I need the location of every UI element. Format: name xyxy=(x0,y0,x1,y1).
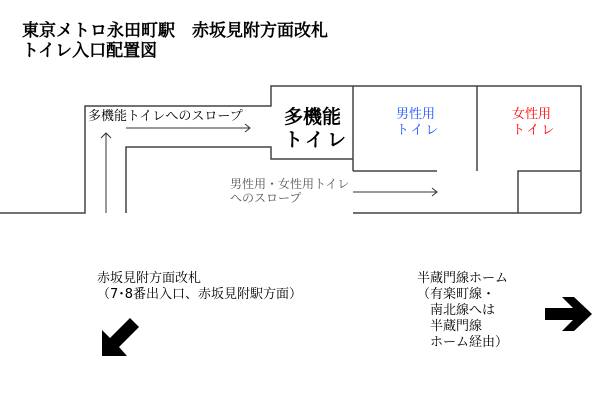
title-line1: 東京メトロ永田町駅 赤坂見附方面改札 xyxy=(22,21,328,41)
womens-label-1: 女性用 xyxy=(512,107,552,122)
akasaka-gate-sub: （7･8番出入口、赤坂見附駅方面） xyxy=(97,287,303,302)
hanzomon-label-2: （有楽町線・ xyxy=(417,287,496,302)
mens-label-1: 男性用 xyxy=(396,107,436,122)
mens-label-2: トイレ xyxy=(396,123,441,138)
hanzomon-label-1: 半蔵門線ホーム xyxy=(417,271,509,286)
mw-slope-label-2: へのスロープ xyxy=(230,191,302,205)
akasaka-gate-label: 赤坂見附方面改札 xyxy=(97,271,202,286)
multi-toilet-label-2: トイレ xyxy=(284,129,350,151)
womens-label-2: トイレ xyxy=(512,123,557,138)
multi-toilet-label-1: 多機能 xyxy=(284,106,342,128)
down-left-arrow-icon xyxy=(102,318,139,356)
right-arrow-icon xyxy=(545,297,592,331)
mw-slope-label-1: 男性用・女性用トイレ xyxy=(230,177,350,191)
hanzomon-label-4: 半蔵門線 xyxy=(417,319,483,334)
multi-slope-label: 多機能トイレへのスロープ xyxy=(88,109,243,124)
hanzomon-label-3: 南北線へは xyxy=(417,303,496,318)
hanzomon-label-5: ホーム経由） xyxy=(417,335,509,350)
womens-bottom-wall xyxy=(518,171,581,213)
title-line2: トイレ入口配置図 xyxy=(22,41,158,61)
